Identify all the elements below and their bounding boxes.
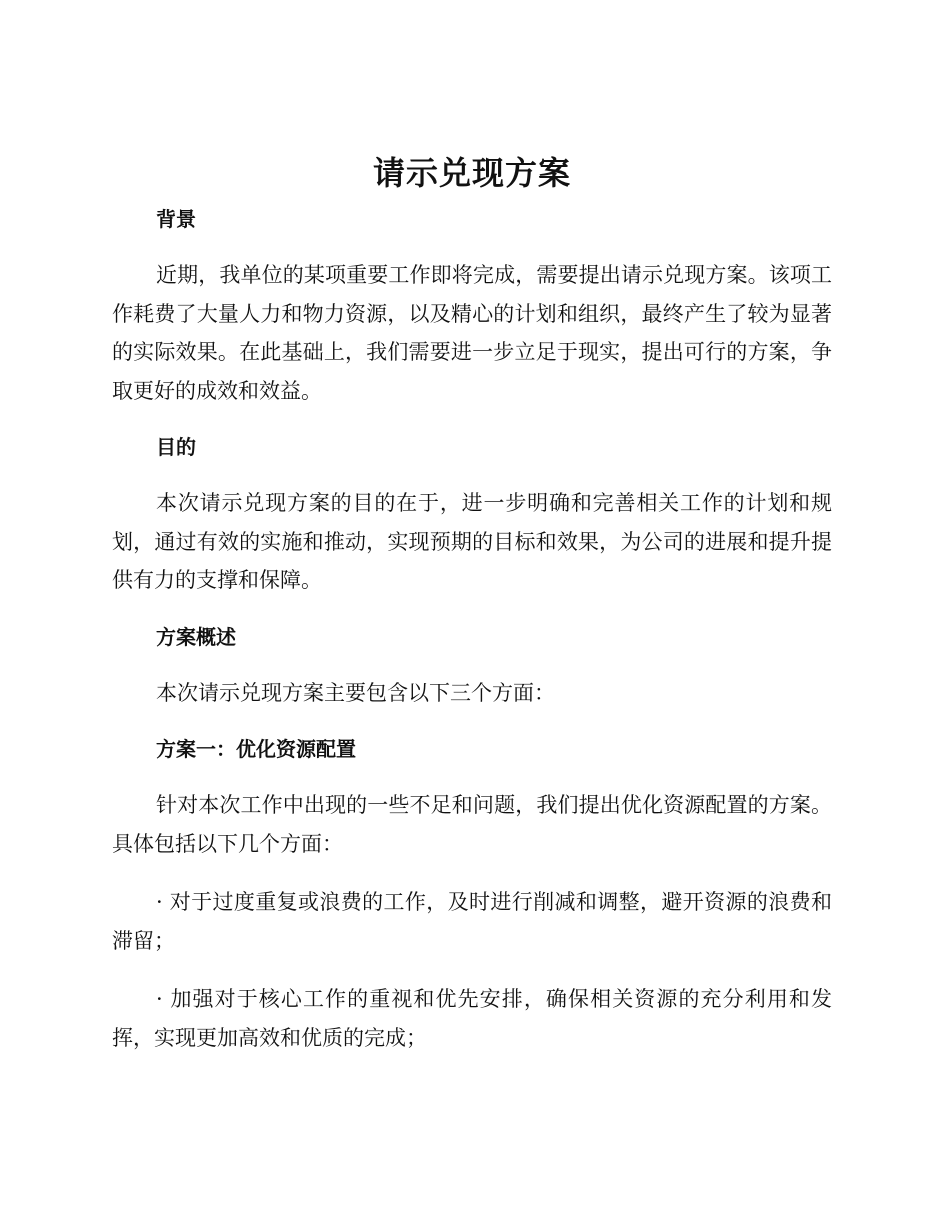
section-heading-background: 背景 [156,207,196,231]
plan-one-paragraph: 针对本次工作中出现的一些不足和问题，我们提出优化资源配置的方案。具体包括以下几个方面： [112,793,832,856]
overview-paragraph: 本次请示兑现方案主要包含以下三个方面： [156,680,555,705]
document-title: 请示兑现方案 [372,154,571,192]
bullet-item: · 加强对于核心工作的重视和优先安排，确保相关资源的充分利用和发挥，实现更加高效和优质的完成； [112,987,832,1050]
section-heading-purpose: 目的 [156,435,196,459]
background-paragraph: 近期，我单位的某项重要工作即将完成，需要提出请示兑现方案。该项工作耗费了大量人力和物力资源，以及精心的计划和组织，最终产生了较为显著的实际效果。在此基础上，我们需要进一步立足于现实，提出可行的方案，争取更好的成效和效益。 [112,263,832,403]
document-body [112,150,832,1077]
section-heading-plan-one: 方案一：优化资源配置 [156,737,356,761]
purpose-paragraph: 本次请示兑现方案的目的在于，进一步明确和完善相关工作的计划和规划，通过有效的实施和推动，实现预期的目标和效果，为公司的进展和提升提供有力的支撑和保障。 [112,491,832,592]
section-heading-overview: 方案概述 [156,624,236,649]
bullet-item: · 对于过度重复或浪费的工作，及时进行削减和调整，避开资源的浪费和滞留； [112,890,832,953]
